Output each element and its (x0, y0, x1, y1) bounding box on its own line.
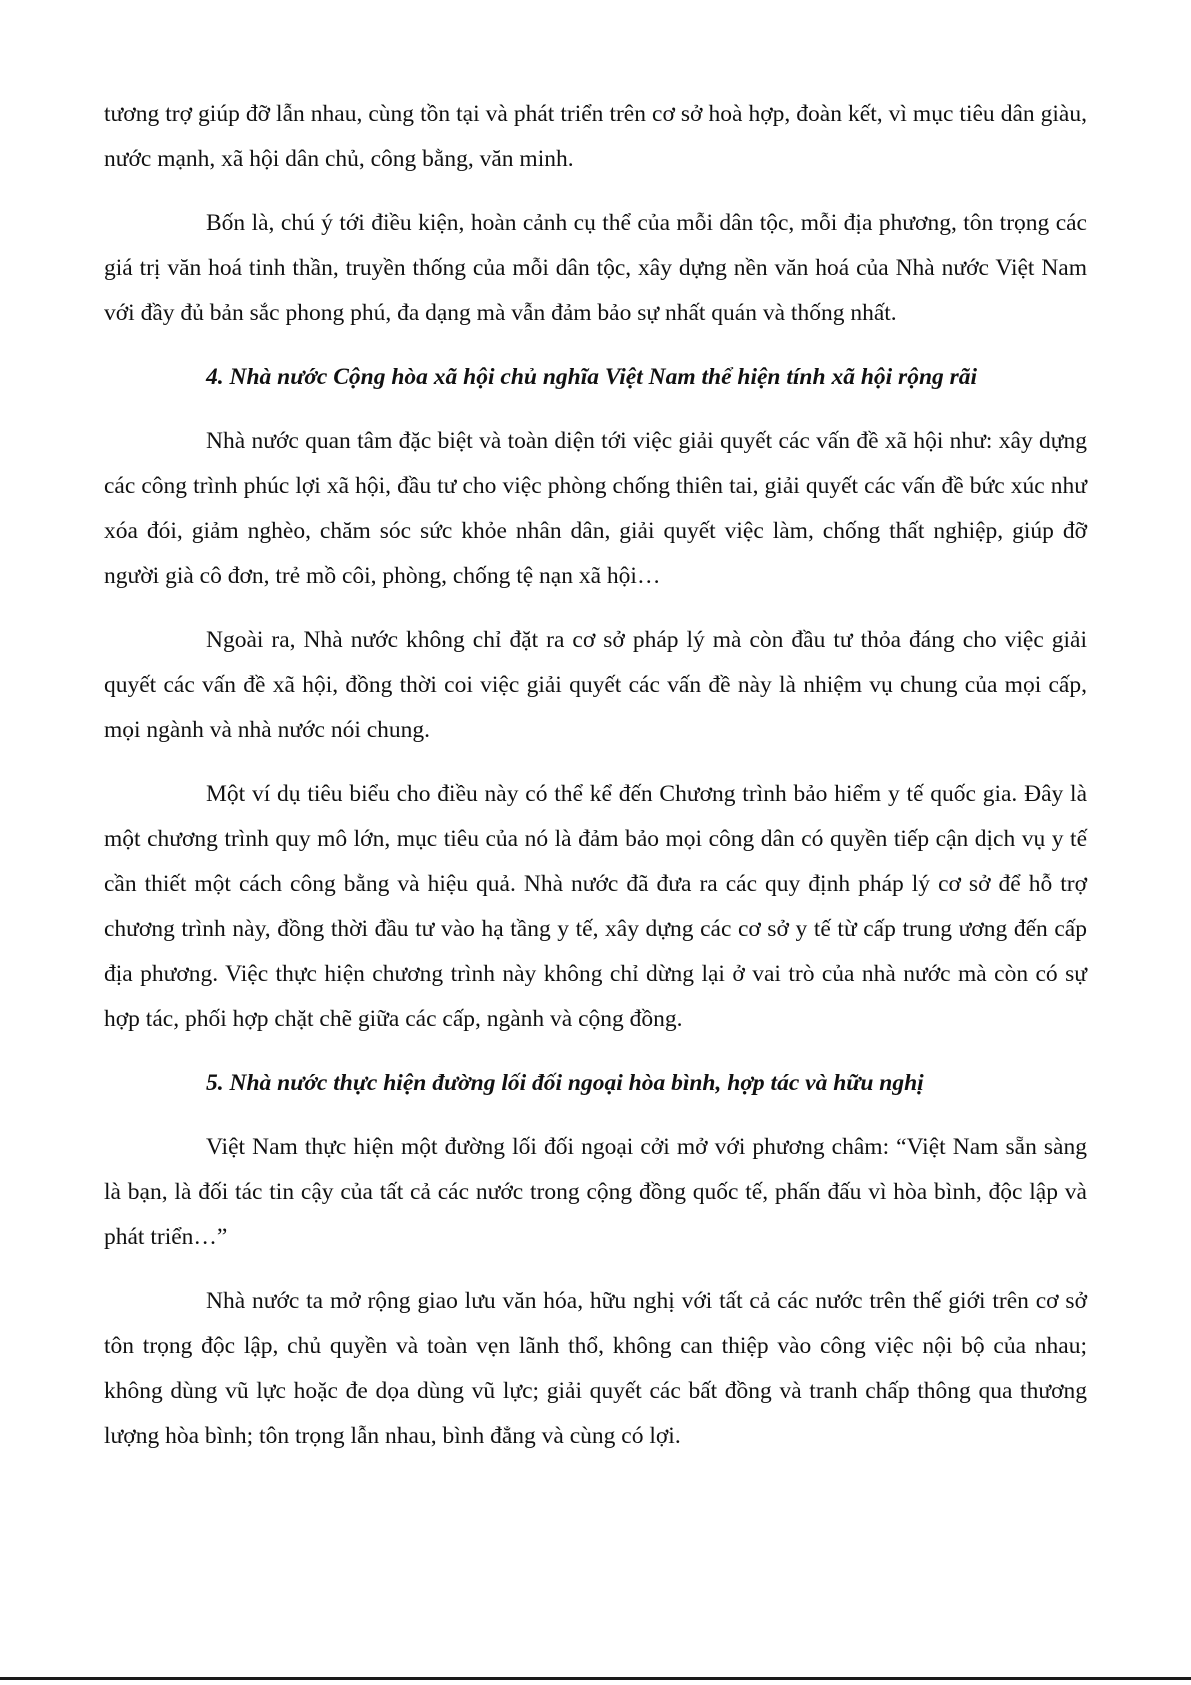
section-heading-4: 4. Nhà nước Cộng hòa xã hội chủ nghĩa Việt Nam thể hiện tính xã hội rộng rãi (206, 364, 978, 390)
paragraph-legal-basis: Ngoài ra, Nhà nước không chỉ đặt ra cơ sở pháp lý mà còn đầu tư thỏa đáng cho việc giải quyết các vấn đề xã hội, đồng thời coi việc giải quyết các vấn đề này là nhiệm vụ chung của mọi cấp, mọi ngành và nhà nước nói chung. (104, 627, 1087, 743)
paragraph-bon-la: Bốn là, chú ý tới điều kiện, hoàn cảnh cụ thể của mỗi dân tộc, mỗi địa phương, tôn trọng các giá trị văn hoá tinh thần, truyền thống của mỗi dân tộc, xây dựng nền văn hoá của Nhà nước Việt Nam với đầy đủ bản sắc phong phú, đa dạng mà vẫn đảm bảo sự nhất quán và thống nhất. (104, 210, 1087, 326)
section-heading-5: 5. Nhà nước thực hiện đường lối đối ngoại hòa bình, hợp tác và hữu nghị (206, 1070, 924, 1096)
page-bottom-divider (0, 1677, 1191, 1680)
paragraph-continuation: tương trợ giúp đỡ lẫn nhau, cùng tồn tại và phát triển trên cơ sở hoà hợp, đoàn kết, vì mục tiêu dân giàu, nước mạnh, xã hội dân chủ, công bằng, văn minh. (104, 101, 1087, 172)
paragraph-health-insurance: Một ví dụ tiêu biểu cho điều này có thể kể đến Chương trình bảo hiểm y tế quốc gia. Đây là một chương trình quy mô lớn, mục tiêu của nó là đảm bảo mọi công dân có quyền tiếp cận dịch vụ y tế cần thiết một cách công bằng và hiệu quả. Nhà nước đã đưa ra các quy định pháp lý cơ sở để hỗ trợ chương trình này, đồng thời đầu tư vào hạ tầng y tế, xây dựng các cơ sở y tế từ cấp trung ương đến cấp địa phương. Việc thực hiện chương trình này không chỉ dừng lại ở vai trò của nhà nước mà còn có sự hợp tác, phối hợp chặt chẽ giữa các cấp, ngành và cộng đồng. (104, 781, 1087, 1032)
paragraph-social-issues: Nhà nước quan tâm đặc biệt và toàn diện tới việc giải quyết các vấn đề xã hội như: xây dựng các công trình phúc lợi xã hội, đầu tư cho việc phòng chống thiên tai, giải quyết các vấn đề bức xúc như xóa đói, giảm nghèo, chăm sóc sức khỏe nhân dân, giải quyết việc làm, chống thất nghiệp, giúp đỡ người già cô đơn, trẻ mồ côi, phòng, chống tệ nạn xã hội… (104, 428, 1087, 589)
document-body (104, 92, 1087, 1478)
paragraph-foreign-policy: Việt Nam thực hiện một đường lối đối ngoại cởi mở với phương châm: “Việt Nam sẵn sàng là bạn, là đối tác tin cậy của tất cả các nước trong cộng đồng quốc tế, phấn đấu vì hòa bình, độc lập và phát triển…” (104, 1134, 1087, 1250)
paragraph-cultural-exchange: Nhà nước ta mở rộng giao lưu văn hóa, hữu nghị với tất cả các nước trên thế giới trên cơ sở tôn trọng độc lập, chủ quyền và toàn vẹn lãnh thổ, không can thiệp vào công việc nội bộ của nhau; không dùng vũ lực hoặc đe dọa dùng vũ lực; giải quyết các bất đồng và tranh chấp thông qua thương lượng hòa bình; tôn trọng lẫn nhau, bình đẳng và cùng có lợi. (104, 1288, 1087, 1449)
